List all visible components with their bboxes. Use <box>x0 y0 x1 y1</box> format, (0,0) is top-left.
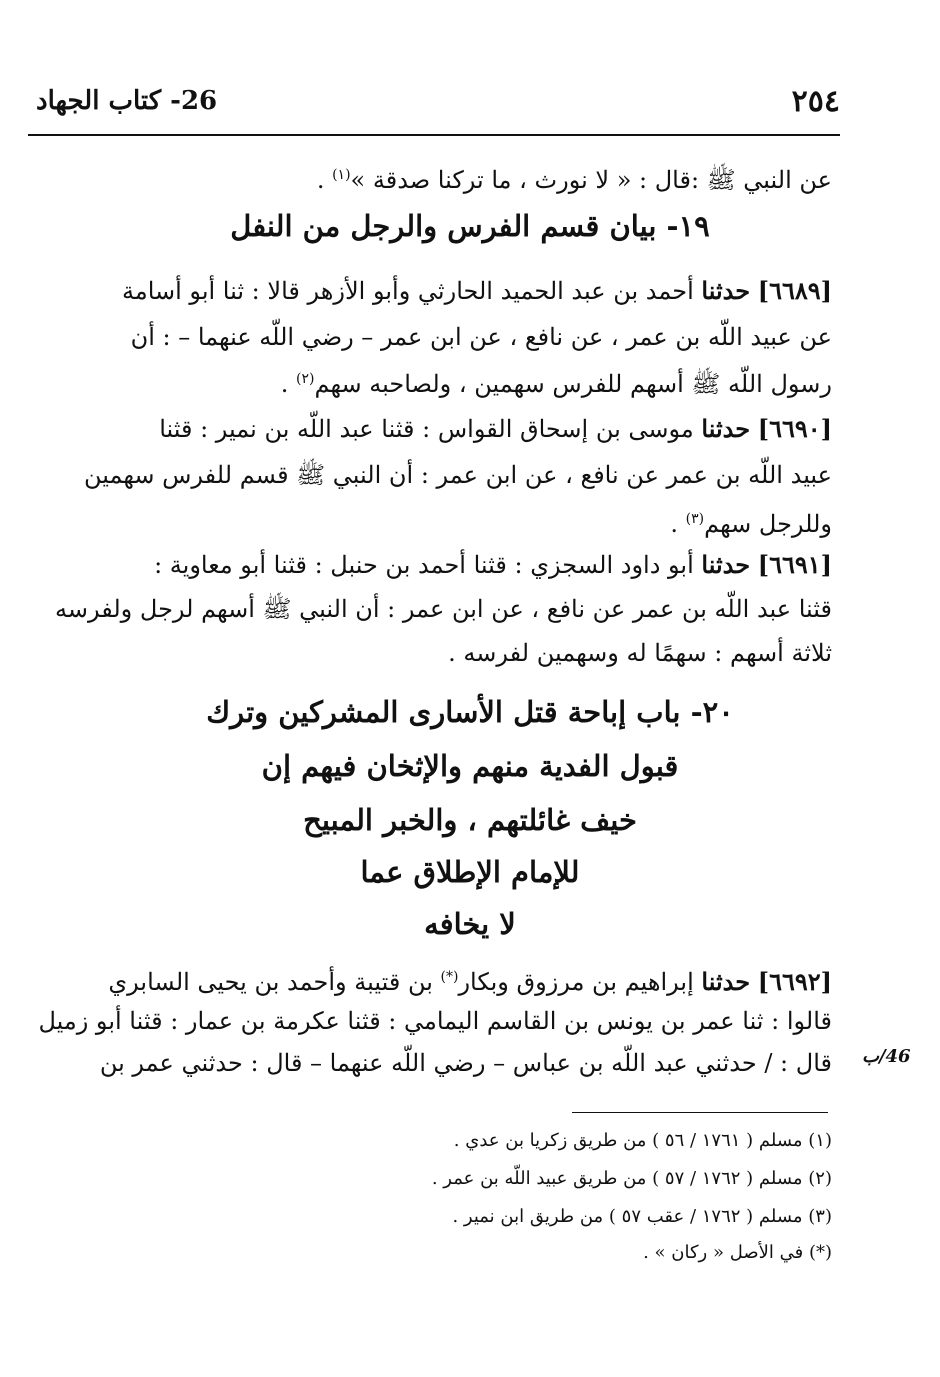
hadith-6692-line2: قالوا : ثنا عمر بن يونس بن القاسم اليمامي : قثنا عكرمة بن عمار : قثنا أبو زميل <box>38 1007 832 1035</box>
intro-line <box>317 158 832 197</box>
hadith-6691-line1 <box>154 548 832 582</box>
intro-text: عن النبي ﷺ :قال : « لا نورث ، ما تركنا صدقة » <box>350 166 832 194</box>
footnote: (٢) مسلم ( ١٧٦٢ / ٥٧ ) من طريق عبيد اللّه بن عمر . <box>431 1168 832 1189</box>
section-heading-20-line1: ٢٠- باب إباحة قتل الأسارى المشركين وترك <box>206 695 734 729</box>
hadith-6690-line3 <box>670 502 832 541</box>
hadith-6692-line1 <box>108 960 832 999</box>
haddathana-word: حدثنا <box>701 276 751 305</box>
intro-tail: . <box>316 166 333 194</box>
page-number: ٢٥٤ <box>791 84 840 119</box>
hadith-text: بن قتيبة وأحمد بن يحيى السابري <box>108 968 441 996</box>
hadith-text: وللرجل سهم <box>704 510 832 538</box>
haddathana-word: حدثنا <box>701 550 751 579</box>
section-heading-19: ١٩- بيان قسم الفرس والرجل من النفل <box>230 209 710 243</box>
footnote-rule <box>572 1112 828 1113</box>
hadith-text: أبو داود السجزي : قثنا أحمد بن حنبل : قثنا أبو معاوية : <box>154 551 694 579</box>
hadith-text: إبراهيم بن مرزوق وبكار <box>458 968 694 996</box>
hadith-text: أحمد بن عبد الحميد الحارثي وأبو الأزهر قالا : ثنا أبو أسامة <box>121 277 694 305</box>
running-head-book-title: 26- كتاب الجهاد <box>36 86 218 116</box>
hadith-text: موسى بن إسحاق القواس : قثنا عبد اللّه بن نمير : قثنا <box>159 415 694 443</box>
footnote-ref: (٣) <box>685 511 705 527</box>
hadith-6689-line3 <box>281 362 832 401</box>
hadith-6689-line2: عن عبيد اللّه بن عمر ، عن نافع ، عن ابن عمر – رضي اللّه عنهما – : أن <box>130 323 832 351</box>
footnote-ref: (*) <box>440 969 459 985</box>
footnote: (١) مسلم ( ١٧٦١ / ٥٦ ) من طريق زكريا بن عدي . <box>453 1130 832 1151</box>
header-rule <box>28 134 840 136</box>
hadith-6691-line3: ثلاثة أسهم : سهمًا له وسهمين لفرسه . <box>448 639 832 667</box>
hadith-number: [٦٦٨٩] <box>757 276 832 305</box>
hadith-6689-line1 <box>122 274 832 308</box>
footnote-ref: (١) <box>332 167 351 183</box>
footnote-ref: (٢) <box>296 371 315 387</box>
hadith-number: [٦٦٩٢] <box>757 967 832 996</box>
section-heading-20-line3: خيف غائلتهم ، والخبر المبيح <box>303 803 637 837</box>
hadith-tail: . <box>670 510 686 538</box>
hadith-tail: . <box>280 370 296 398</box>
section-heading-20-line2: قبول الفدية منهم والإثخان فيهم إن <box>261 749 679 783</box>
hadith-6690-line1 <box>159 412 832 446</box>
hadith-6690-line2: عبيد اللّه بن عمر عن نافع ، عن ابن عمر : أن النبي ﷺ قسم للفرس سهمين <box>83 461 832 489</box>
footnote: (٣) مسلم ( ١٧٦٢ / عقب ٥٧ ) من طريق ابن نمير . <box>452 1206 832 1227</box>
hadith-6692-line3: قال : / حدثني عبد اللّه بن عباس – رضي اللّه عنهما – قال : حدثني عمر بن <box>99 1049 832 1077</box>
hadith-number: [٦٦٩١] <box>757 550 832 579</box>
manuscript-folio-marker: 46/ب <box>862 1046 911 1067</box>
section-heading-20-line4: للإمام الإطلاق عما <box>360 855 580 889</box>
haddathana-word: حدثنا <box>701 414 751 443</box>
haddathana-word: حدثنا <box>701 967 751 996</box>
section-heading-20-line5: لا يخافه <box>424 907 516 941</box>
hadith-text: رسول اللّه ﷺ أسهم للفرس سهمين ، ولصاحبه سهم <box>314 370 832 398</box>
footnote: (*) في الأصل « ركان » . <box>643 1242 832 1263</box>
hadith-6691-line2: قثنا عبد اللّه بن عمر عن نافع ، عن ابن عمر : أن النبي ﷺ أسهم لرجل ولفرسه <box>55 595 832 623</box>
hadith-number: [٦٦٩٠] <box>757 414 832 443</box>
